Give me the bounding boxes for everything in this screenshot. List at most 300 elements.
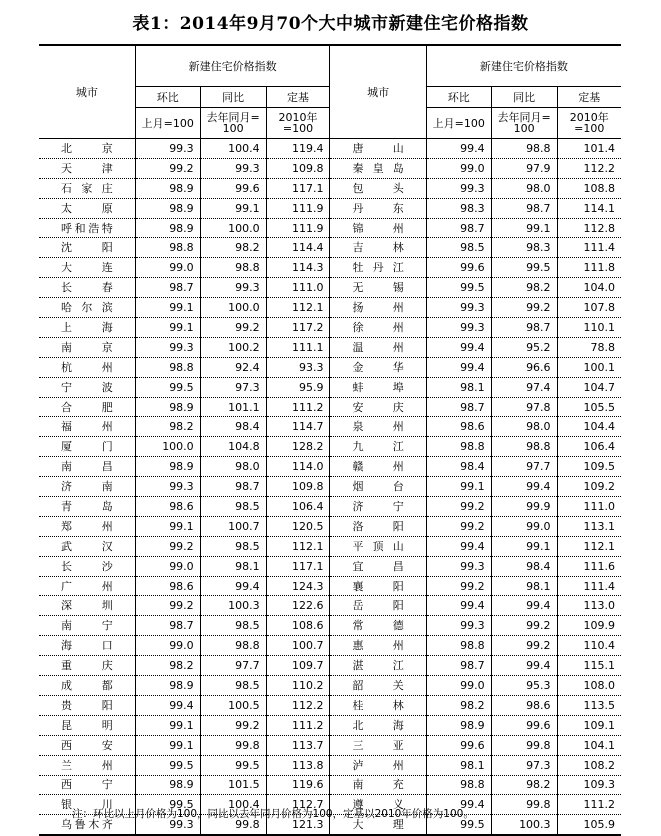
table-row bbox=[39, 457, 621, 477]
left-fixed-cell: 108.6 bbox=[266, 616, 330, 636]
right-city-cell: 湛江 bbox=[330, 656, 426, 676]
right-city-cell: 扬州 bbox=[330, 298, 426, 318]
left-fixed-cell: 121.3 bbox=[266, 815, 330, 835]
right-fixed-cell: 115.1 bbox=[557, 656, 621, 676]
left-yoy-cell: 97.7 bbox=[200, 656, 266, 676]
right-fixed-cell: 108.2 bbox=[557, 755, 621, 775]
left-mom-cell: 99.3 bbox=[135, 139, 200, 159]
left-city-cell: 太原 bbox=[39, 198, 135, 218]
right-city-cell: 吉林 bbox=[330, 238, 426, 258]
right-city-cell: 遵义 bbox=[330, 795, 426, 815]
left-city-cell: 杭州 bbox=[39, 357, 135, 377]
left-mom-cell: 99.5 bbox=[135, 795, 200, 815]
left-mom-cell: 98.9 bbox=[135, 676, 200, 696]
right-fixed-cell: 107.8 bbox=[557, 298, 621, 318]
left-yoy-cell: 99.4 bbox=[200, 576, 266, 596]
price-index-table bbox=[39, 44, 621, 836]
right-city-cell: 徐州 bbox=[330, 318, 426, 338]
left-mom-cell: 99.0 bbox=[135, 556, 200, 576]
left-mom-cell: 99.3 bbox=[135, 815, 200, 835]
left-mom-cell: 99.5 bbox=[135, 377, 200, 397]
table-row bbox=[39, 755, 621, 775]
right-yoy-cell: 97.7 bbox=[491, 457, 557, 477]
right-yoy-cell: 98.2 bbox=[491, 775, 557, 795]
left-city-cell: 呼和浩特 bbox=[39, 218, 135, 238]
left-mom-cell: 99.1 bbox=[135, 298, 200, 318]
right-fixed-cell: 109.1 bbox=[557, 715, 621, 735]
left-mom-cell: 98.8 bbox=[135, 238, 200, 258]
left-city-cell: 郑州 bbox=[39, 516, 135, 536]
table-row bbox=[39, 616, 621, 636]
header-group-right: 新建住宅价格指数 bbox=[426, 45, 621, 87]
right-mom-cell: 98.7 bbox=[426, 656, 491, 676]
right-mom-cell: 98.9 bbox=[426, 715, 491, 735]
right-mom-cell: 99.3 bbox=[426, 298, 491, 318]
right-yoy-cell: 99.6 bbox=[491, 715, 557, 735]
header-yoy-base-line1: 去年同月= bbox=[497, 111, 551, 124]
right-fixed-cell: 100.1 bbox=[557, 357, 621, 377]
left-fixed-cell: 109.8 bbox=[266, 158, 330, 178]
right-fixed-cell: 109.5 bbox=[557, 457, 621, 477]
left-mom-cell: 99.5 bbox=[135, 755, 200, 775]
left-fixed-cell: 109.7 bbox=[266, 656, 330, 676]
left-mom-cell: 99.1 bbox=[135, 516, 200, 536]
left-fixed-cell: 114.3 bbox=[266, 258, 330, 278]
left-fixed-cell: 117.1 bbox=[266, 556, 330, 576]
right-mom-cell: 98.7 bbox=[426, 397, 491, 417]
left-fixed-cell: 114.0 bbox=[266, 457, 330, 477]
left-city-cell: 大连 bbox=[39, 258, 135, 278]
right-city-cell: 襄阳 bbox=[330, 576, 426, 596]
left-yoy-cell: 104.8 bbox=[200, 437, 266, 457]
right-mom-cell: 99.4 bbox=[426, 596, 491, 616]
table-row bbox=[39, 775, 621, 795]
header-mom-base-right: 上月=100 bbox=[426, 108, 491, 139]
right-city-cell: 济宁 bbox=[330, 497, 426, 517]
left-yoy-cell: 98.2 bbox=[200, 238, 266, 258]
left-city-cell: 北京 bbox=[39, 139, 135, 159]
left-mom-cell: 99.0 bbox=[135, 636, 200, 656]
left-mom-cell: 99.1 bbox=[135, 715, 200, 735]
table-row bbox=[39, 556, 621, 576]
left-mom-cell: 99.3 bbox=[135, 337, 200, 357]
left-fixed-cell: 109.8 bbox=[266, 477, 330, 497]
right-mom-cell: 98.3 bbox=[426, 198, 491, 218]
right-city-cell: 锦州 bbox=[330, 218, 426, 238]
left-yoy-cell: 99.8 bbox=[200, 815, 266, 835]
left-yoy-cell: 100.2 bbox=[200, 337, 266, 357]
left-fixed-cell: 112.7 bbox=[266, 795, 330, 815]
table-row bbox=[39, 357, 621, 377]
table-row bbox=[39, 298, 621, 318]
right-city-cell: 惠州 bbox=[330, 636, 426, 656]
left-fixed-cell: 111.2 bbox=[266, 715, 330, 735]
left-fixed-cell: 95.9 bbox=[266, 377, 330, 397]
right-city-cell: 包头 bbox=[330, 178, 426, 198]
right-fixed-cell: 109.2 bbox=[557, 477, 621, 497]
table-body bbox=[39, 139, 621, 836]
right-mom-cell: 98.2 bbox=[426, 695, 491, 715]
right-yoy-cell: 99.8 bbox=[491, 735, 557, 755]
left-mom-cell: 98.9 bbox=[135, 397, 200, 417]
right-mom-cell: 98.8 bbox=[426, 775, 491, 795]
right-fixed-cell: 78.8 bbox=[557, 337, 621, 357]
left-yoy-cell: 100.0 bbox=[200, 298, 266, 318]
left-yoy-cell: 99.3 bbox=[200, 158, 266, 178]
left-city-cell: 哈尔滨 bbox=[39, 298, 135, 318]
right-fixed-cell: 111.4 bbox=[557, 238, 621, 258]
left-yoy-cell: 98.5 bbox=[200, 536, 266, 556]
left-yoy-cell: 98.5 bbox=[200, 497, 266, 517]
right-city-cell: 温州 bbox=[330, 337, 426, 357]
left-mom-cell: 99.1 bbox=[135, 735, 200, 755]
left-city-cell: 南京 bbox=[39, 337, 135, 357]
table-row bbox=[39, 437, 621, 457]
header-yoy-base-left bbox=[200, 108, 266, 139]
right-yoy-cell: 97.9 bbox=[491, 158, 557, 178]
left-mom-cell: 98.7 bbox=[135, 616, 200, 636]
right-mom-cell: 99.3 bbox=[426, 318, 491, 338]
right-city-cell: 秦皇岛 bbox=[330, 158, 426, 178]
table-row bbox=[39, 278, 621, 298]
left-city-cell: 南宁 bbox=[39, 616, 135, 636]
table-row bbox=[39, 198, 621, 218]
header-fixed-base-line1: 2010年 bbox=[278, 111, 318, 124]
right-yoy-cell: 100.3 bbox=[491, 815, 557, 835]
left-yoy-cell: 100.4 bbox=[200, 139, 266, 159]
table-row bbox=[39, 238, 621, 258]
header-city-left: 城市 bbox=[39, 45, 135, 139]
left-yoy-cell: 98.7 bbox=[200, 477, 266, 497]
left-fixed-cell: 128.2 bbox=[266, 437, 330, 457]
left-yoy-cell: 98.1 bbox=[200, 556, 266, 576]
left-fixed-cell: 100.7 bbox=[266, 636, 330, 656]
left-yoy-cell: 98.0 bbox=[200, 457, 266, 477]
table-row bbox=[39, 377, 621, 397]
left-yoy-cell: 100.7 bbox=[200, 516, 266, 536]
left-city-cell: 长沙 bbox=[39, 556, 135, 576]
left-city-cell: 乌鲁木齐 bbox=[39, 815, 135, 835]
left-yoy-cell: 99.5 bbox=[200, 755, 266, 775]
header-yoy-base-line1: 去年同月= bbox=[206, 111, 260, 124]
right-city-cell: 北海 bbox=[330, 715, 426, 735]
right-mom-cell: 99.3 bbox=[426, 616, 491, 636]
left-mom-cell: 99.4 bbox=[135, 695, 200, 715]
left-city-cell: 西安 bbox=[39, 735, 135, 755]
right-yoy-cell: 96.6 bbox=[491, 357, 557, 377]
right-city-cell: 无锡 bbox=[330, 278, 426, 298]
right-mom-cell: 99.6 bbox=[426, 735, 491, 755]
left-city-cell: 兰州 bbox=[39, 755, 135, 775]
right-fixed-cell: 112.2 bbox=[557, 158, 621, 178]
left-mom-cell: 98.9 bbox=[135, 198, 200, 218]
left-yoy-cell: 100.4 bbox=[200, 795, 266, 815]
right-yoy-cell: 98.1 bbox=[491, 576, 557, 596]
right-yoy-cell: 95.2 bbox=[491, 337, 557, 357]
left-fixed-cell: 119.6 bbox=[266, 775, 330, 795]
left-city-cell: 福州 bbox=[39, 417, 135, 437]
left-fixed-cell: 106.4 bbox=[266, 497, 330, 517]
left-mom-cell: 100.0 bbox=[135, 437, 200, 457]
right-yoy-cell: 98.7 bbox=[491, 318, 557, 338]
header-yoy-left: 同比 bbox=[200, 87, 266, 108]
left-fixed-cell: 114.4 bbox=[266, 238, 330, 258]
left-mom-cell: 99.2 bbox=[135, 536, 200, 556]
right-city-cell: 牡丹江 bbox=[330, 258, 426, 278]
right-yoy-cell: 98.8 bbox=[491, 437, 557, 457]
right-city-cell: 泉州 bbox=[330, 417, 426, 437]
right-yoy-cell: 98.7 bbox=[491, 198, 557, 218]
left-mom-cell: 98.7 bbox=[135, 278, 200, 298]
right-mom-cell: 99.2 bbox=[426, 516, 491, 536]
right-yoy-cell: 98.2 bbox=[491, 278, 557, 298]
right-fixed-cell: 106.4 bbox=[557, 437, 621, 457]
left-city-cell: 长春 bbox=[39, 278, 135, 298]
header-mom-right: 环比 bbox=[426, 87, 491, 108]
right-mom-cell: 99.4 bbox=[426, 795, 491, 815]
left-yoy-cell: 100.3 bbox=[200, 596, 266, 616]
table-row bbox=[39, 258, 621, 278]
left-yoy-cell: 101.5 bbox=[200, 775, 266, 795]
right-fixed-cell: 109.3 bbox=[557, 775, 621, 795]
left-yoy-cell: 98.5 bbox=[200, 616, 266, 636]
left-fixed-cell: 111.0 bbox=[266, 278, 330, 298]
right-yoy-cell: 98.3 bbox=[491, 238, 557, 258]
left-yoy-cell: 92.4 bbox=[200, 357, 266, 377]
right-mom-cell: 98.7 bbox=[426, 218, 491, 238]
right-mom-cell: 99.5 bbox=[426, 815, 491, 835]
left-mom-cell: 99.1 bbox=[135, 318, 200, 338]
header-mom-base-left: 上月=100 bbox=[135, 108, 200, 139]
left-city-cell: 合肥 bbox=[39, 397, 135, 417]
right-mom-cell: 99.6 bbox=[426, 258, 491, 278]
header-fixed-base-line2: =100 bbox=[282, 122, 314, 135]
right-mom-cell: 98.1 bbox=[426, 377, 491, 397]
header-yoy-base-line2: 100 bbox=[222, 122, 244, 135]
right-mom-cell: 99.3 bbox=[426, 178, 491, 198]
right-city-cell: 岳阳 bbox=[330, 596, 426, 616]
table-row bbox=[39, 158, 621, 178]
left-city-cell: 昆明 bbox=[39, 715, 135, 735]
left-mom-cell: 98.8 bbox=[135, 357, 200, 377]
right-fixed-cell: 101.4 bbox=[557, 139, 621, 159]
table-row bbox=[39, 417, 621, 437]
header-fixed-base-line2: =100 bbox=[574, 122, 605, 135]
left-city-cell: 济南 bbox=[39, 477, 135, 497]
left-yoy-cell: 98.8 bbox=[200, 258, 266, 278]
right-yoy-cell: 99.5 bbox=[491, 258, 557, 278]
table-row bbox=[39, 516, 621, 536]
right-city-cell: 赣州 bbox=[330, 457, 426, 477]
right-mom-cell: 99.0 bbox=[426, 676, 491, 696]
right-yoy-cell: 99.2 bbox=[491, 636, 557, 656]
left-fixed-cell: 120.5 bbox=[266, 516, 330, 536]
table-row bbox=[39, 656, 621, 676]
left-mom-cell: 99.2 bbox=[135, 596, 200, 616]
right-mom-cell: 99.1 bbox=[426, 477, 491, 497]
right-fixed-cell: 104.4 bbox=[557, 417, 621, 437]
table-row bbox=[39, 715, 621, 735]
left-yoy-cell: 101.1 bbox=[200, 397, 266, 417]
right-yoy-cell: 99.2 bbox=[491, 298, 557, 318]
right-yoy-cell: 98.0 bbox=[491, 178, 557, 198]
table-row bbox=[39, 596, 621, 616]
right-fixed-cell: 104.7 bbox=[557, 377, 621, 397]
left-city-cell: 重庆 bbox=[39, 656, 135, 676]
left-yoy-cell: 100.5 bbox=[200, 695, 266, 715]
right-fixed-cell: 111.4 bbox=[557, 576, 621, 596]
right-yoy-cell: 95.3 bbox=[491, 676, 557, 696]
left-yoy-cell: 99.2 bbox=[200, 318, 266, 338]
left-fixed-cell: 124.3 bbox=[266, 576, 330, 596]
right-mom-cell: 98.6 bbox=[426, 417, 491, 437]
left-fixed-cell: 111.2 bbox=[266, 397, 330, 417]
left-yoy-cell: 98.5 bbox=[200, 676, 266, 696]
right-mom-cell: 99.2 bbox=[426, 576, 491, 596]
header-yoy-base-right bbox=[491, 108, 557, 139]
right-city-cell: 泸州 bbox=[330, 755, 426, 775]
table-row bbox=[39, 337, 621, 357]
left-yoy-cell: 98.8 bbox=[200, 636, 266, 656]
left-city-cell: 上海 bbox=[39, 318, 135, 338]
right-fixed-cell: 104.1 bbox=[557, 735, 621, 755]
left-city-cell: 海口 bbox=[39, 636, 135, 656]
right-fixed-cell: 108.0 bbox=[557, 676, 621, 696]
left-yoy-cell: 99.2 bbox=[200, 715, 266, 735]
left-city-cell: 贵阳 bbox=[39, 695, 135, 715]
left-mom-cell: 98.9 bbox=[135, 218, 200, 238]
left-mom-cell: 98.2 bbox=[135, 656, 200, 676]
right-fixed-cell: 113.1 bbox=[557, 516, 621, 536]
right-fixed-cell: 111.6 bbox=[557, 556, 621, 576]
right-fixed-cell: 108.8 bbox=[557, 178, 621, 198]
table-row bbox=[39, 636, 621, 656]
right-fixed-cell: 112.8 bbox=[557, 218, 621, 238]
right-mom-cell: 99.2 bbox=[426, 497, 491, 517]
right-mom-cell: 99.4 bbox=[426, 337, 491, 357]
right-yoy-cell: 97.4 bbox=[491, 377, 557, 397]
table-header bbox=[39, 45, 621, 139]
right-city-cell: 烟台 bbox=[330, 477, 426, 497]
left-yoy-cell: 99.1 bbox=[200, 198, 266, 218]
right-yoy-cell: 97.8 bbox=[491, 397, 557, 417]
left-yoy-cell: 99.8 bbox=[200, 735, 266, 755]
right-fixed-cell: 104.0 bbox=[557, 278, 621, 298]
left-city-cell: 天津 bbox=[39, 158, 135, 178]
page-title: 表1：2014年9月70个大中城市新建住宅价格指数 bbox=[132, 14, 529, 34]
right-mom-cell: 98.8 bbox=[426, 437, 491, 457]
left-city-cell: 成都 bbox=[39, 676, 135, 696]
right-yoy-cell: 99.1 bbox=[491, 536, 557, 556]
right-yoy-cell: 99.4 bbox=[491, 477, 557, 497]
left-city-cell: 石家庄 bbox=[39, 178, 135, 198]
right-fixed-cell: 112.1 bbox=[557, 536, 621, 556]
right-yoy-cell: 98.4 bbox=[491, 556, 557, 576]
right-city-cell: 安庆 bbox=[330, 397, 426, 417]
right-mom-cell: 98.4 bbox=[426, 457, 491, 477]
right-city-cell: 宜昌 bbox=[330, 556, 426, 576]
right-city-cell: 蚌埠 bbox=[330, 377, 426, 397]
right-yoy-cell: 99.1 bbox=[491, 218, 557, 238]
table-row bbox=[39, 139, 621, 159]
left-city-cell: 青岛 bbox=[39, 497, 135, 517]
left-fixed-cell: 111.9 bbox=[266, 198, 330, 218]
right-fixed-cell: 111.2 bbox=[557, 795, 621, 815]
table-row bbox=[39, 477, 621, 497]
left-city-cell: 银川 bbox=[39, 795, 135, 815]
left-yoy-cell: 99.3 bbox=[200, 278, 266, 298]
right-mom-cell: 98.5 bbox=[426, 238, 491, 258]
table-row bbox=[39, 497, 621, 517]
header-city-right: 城市 bbox=[330, 45, 426, 139]
right-mom-cell: 99.4 bbox=[426, 536, 491, 556]
left-city-cell: 武汉 bbox=[39, 536, 135, 556]
table-row bbox=[39, 576, 621, 596]
header-mom-left: 环比 bbox=[135, 87, 200, 108]
left-fixed-cell: 111.9 bbox=[266, 218, 330, 238]
left-fixed-cell: 112.1 bbox=[266, 298, 330, 318]
left-fixed-cell: 122.6 bbox=[266, 596, 330, 616]
right-fixed-cell: 109.9 bbox=[557, 616, 621, 636]
table-row bbox=[39, 676, 621, 696]
header-fixed-base-right bbox=[557, 108, 621, 139]
left-city-cell: 厦门 bbox=[39, 437, 135, 457]
left-yoy-cell: 97.3 bbox=[200, 377, 266, 397]
left-mom-cell: 98.9 bbox=[135, 457, 200, 477]
left-mom-cell: 99.0 bbox=[135, 258, 200, 278]
right-city-cell: 九江 bbox=[330, 437, 426, 457]
right-city-cell: 韶关 bbox=[330, 676, 426, 696]
right-yoy-cell: 99.2 bbox=[491, 616, 557, 636]
right-mom-cell: 99.5 bbox=[426, 278, 491, 298]
right-yoy-cell: 99.4 bbox=[491, 596, 557, 616]
right-yoy-cell: 99.8 bbox=[491, 795, 557, 815]
left-mom-cell: 98.9 bbox=[135, 178, 200, 198]
right-mom-cell: 98.8 bbox=[426, 636, 491, 656]
right-mom-cell: 98.1 bbox=[426, 755, 491, 775]
right-fixed-cell: 113.5 bbox=[557, 695, 621, 715]
left-city-cell: 沈阳 bbox=[39, 238, 135, 258]
right-yoy-cell: 99.0 bbox=[491, 516, 557, 536]
left-fixed-cell: 113.8 bbox=[266, 755, 330, 775]
right-fixed-cell: 111.0 bbox=[557, 497, 621, 517]
right-city-cell: 常德 bbox=[330, 616, 426, 636]
right-city-cell: 大理 bbox=[330, 815, 426, 835]
left-city-cell: 南昌 bbox=[39, 457, 135, 477]
table-row bbox=[39, 178, 621, 198]
right-fixed-cell: 105.9 bbox=[557, 815, 621, 835]
left-yoy-cell: 100.0 bbox=[200, 218, 266, 238]
right-mom-cell: 99.4 bbox=[426, 139, 491, 159]
right-yoy-cell: 98.8 bbox=[491, 139, 557, 159]
header-group-left: 新建住宅价格指数 bbox=[135, 45, 330, 87]
left-fixed-cell: 117.1 bbox=[266, 178, 330, 198]
right-fixed-cell: 111.8 bbox=[557, 258, 621, 278]
left-city-cell: 宁波 bbox=[39, 377, 135, 397]
right-city-cell: 三亚 bbox=[330, 735, 426, 755]
right-mom-cell: 99.3 bbox=[426, 556, 491, 576]
table-row bbox=[39, 695, 621, 715]
right-city-cell: 丹东 bbox=[330, 198, 426, 218]
header-yoy-base-line2: 100 bbox=[513, 122, 535, 135]
right-fixed-cell: 110.1 bbox=[557, 318, 621, 338]
table-row bbox=[39, 218, 621, 238]
left-mom-cell: 99.2 bbox=[135, 158, 200, 178]
left-fixed-cell: 114.7 bbox=[266, 417, 330, 437]
left-fixed-cell: 112.2 bbox=[266, 695, 330, 715]
header-yoy-right: 同比 bbox=[491, 87, 557, 108]
footnote: 注：环比以上月价格为100，同比以去年同月价格为100，定基以2010年价格为100。 bbox=[72, 808, 474, 820]
